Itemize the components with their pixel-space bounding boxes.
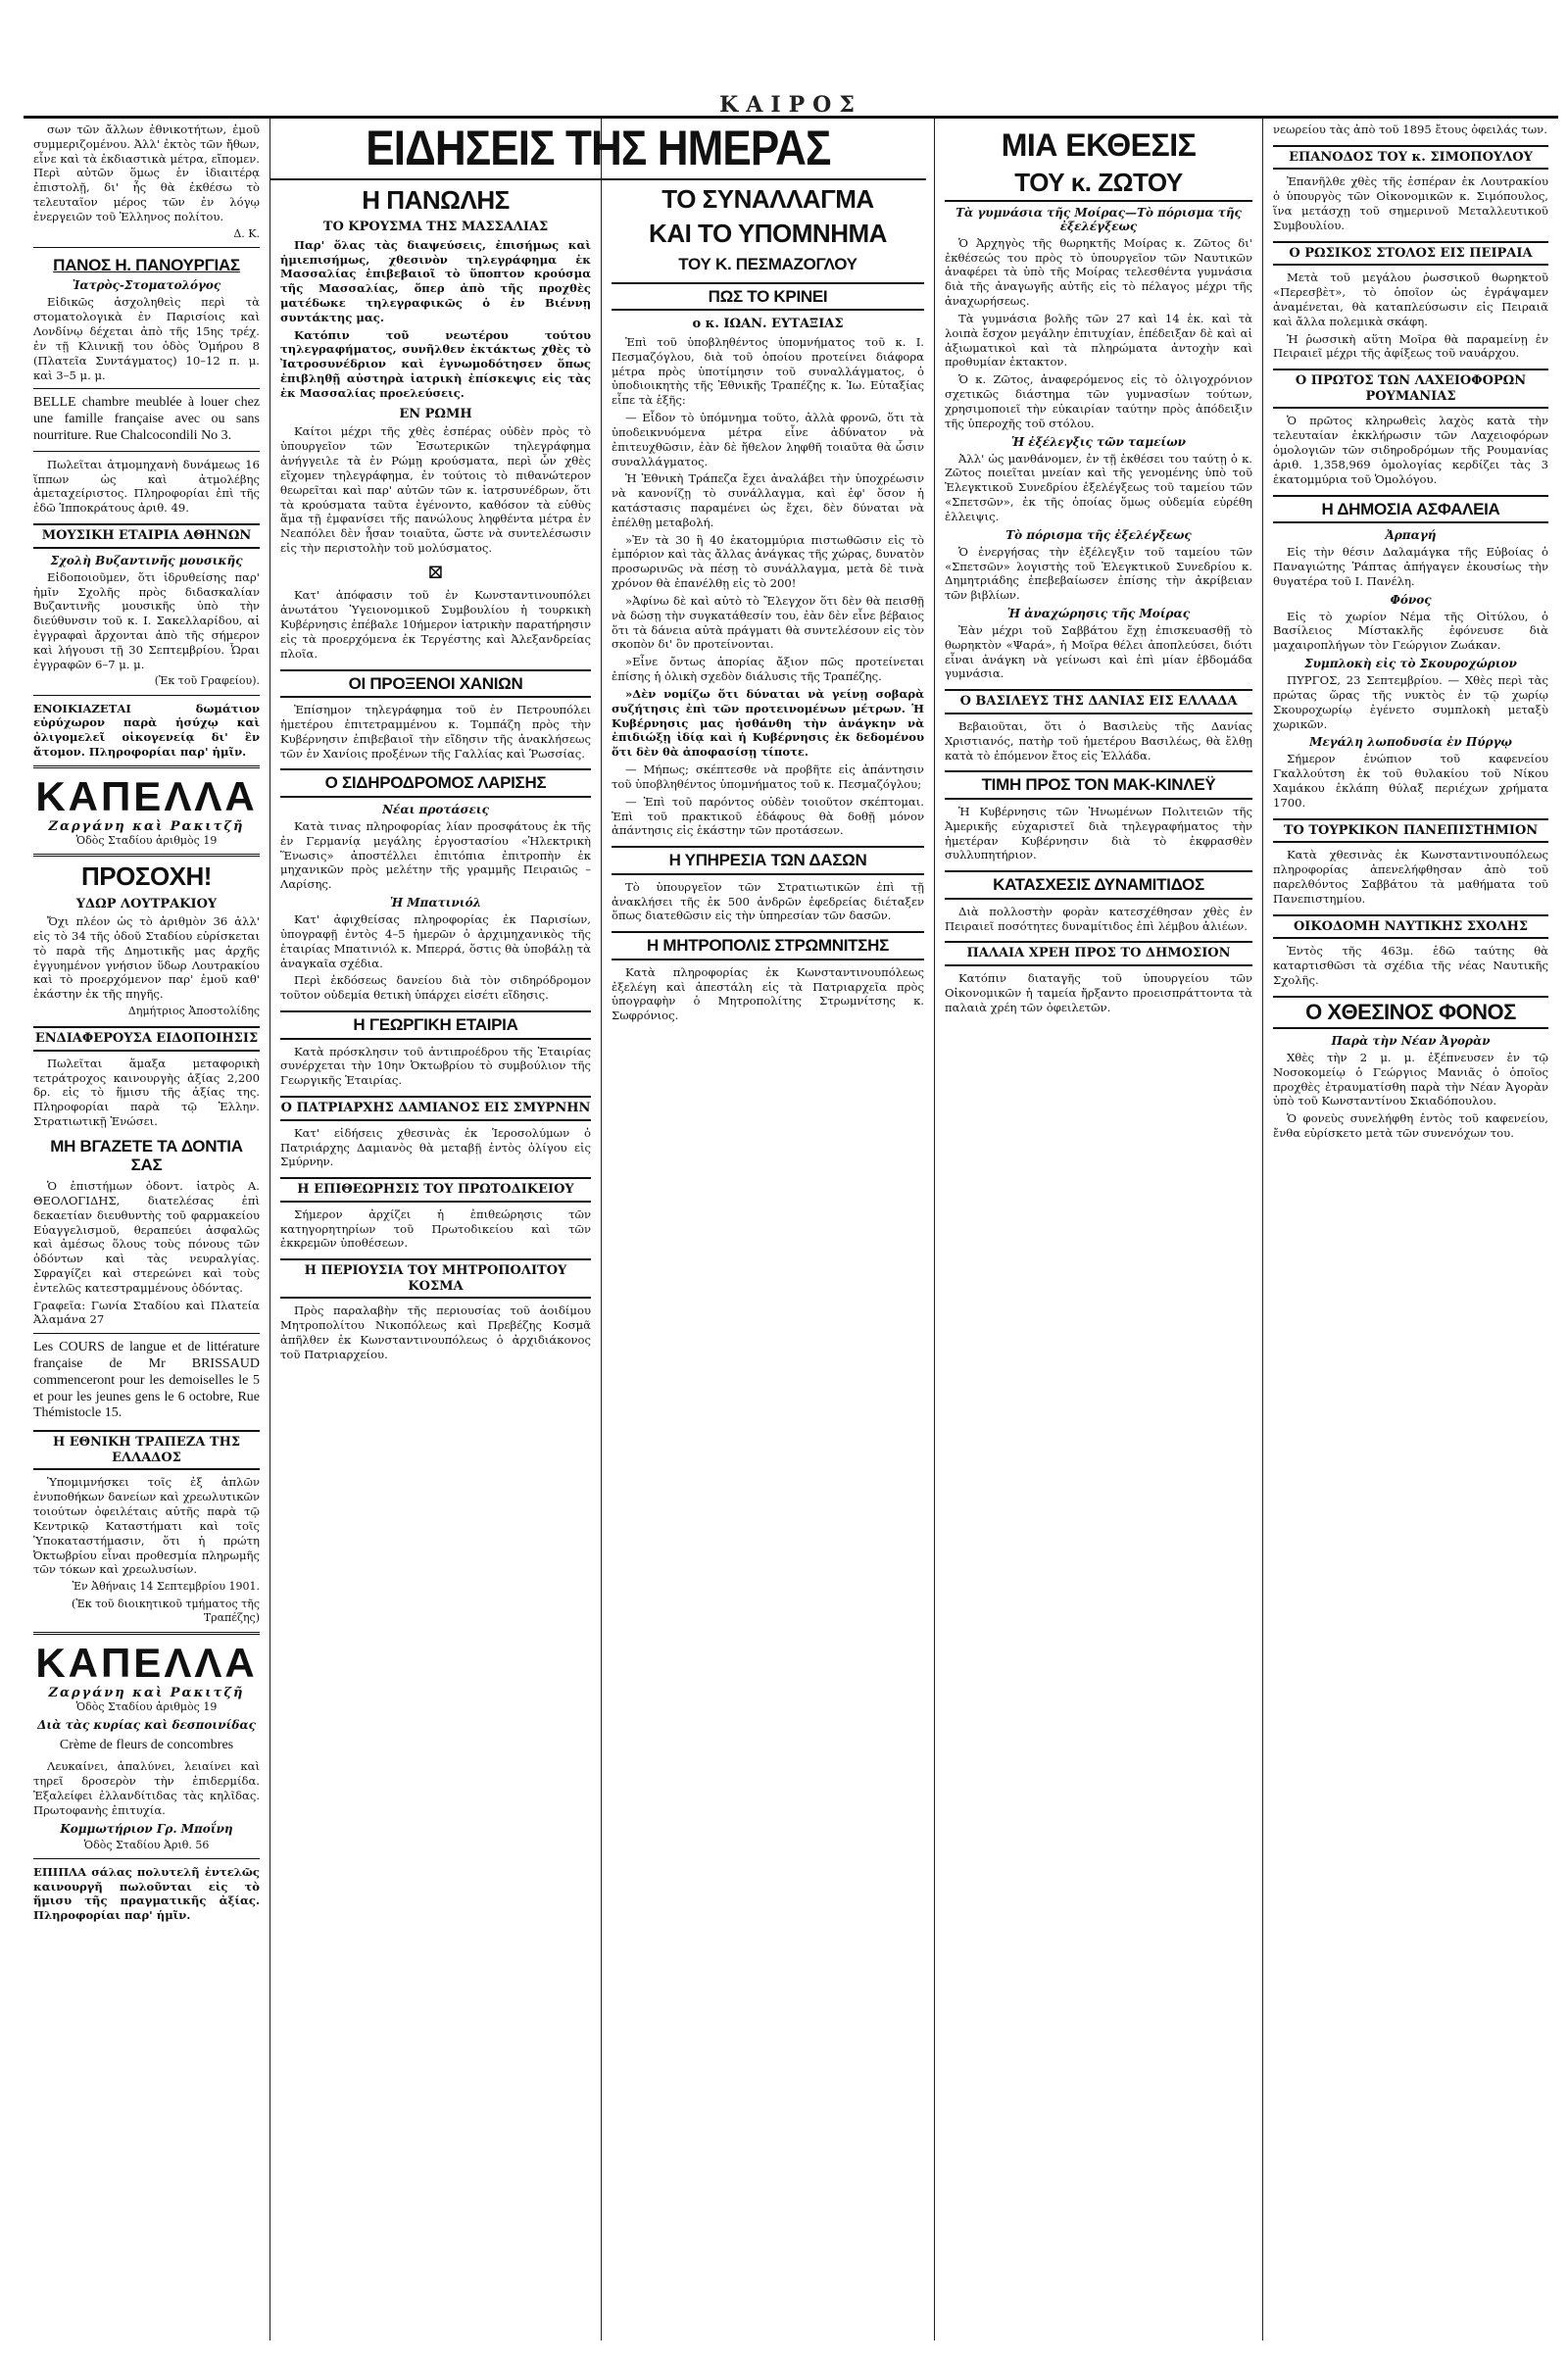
russian-fleet-text-2: Ἡ ῥωσσικὴ αὕτη Μοῖρα θὰ παραμείνῃ ἐν Πειραιεῖ μέχρι τῆς ἀφίξεως τοῦ ναυάρχου. bbox=[1273, 331, 1548, 361]
masthead: ΚΑΙΡΟΣ bbox=[719, 92, 862, 118]
kapella-ad-subtitle: Ζαργάνη καὶ Ρακιτζῆ bbox=[48, 818, 245, 834]
music-subtitle: Σχολὴ Βυζαντινῆς μουσικῆς bbox=[50, 553, 243, 567]
railway-text: Κατὰ τινας πληροφορίας λίαν προσφάτους ἐκ τῆς ἐν Γερμανίᾳ μεγάλης ἐργοστασίου «Ἡλεκτρικὴ Ἕνωσις» ἀποστέλλει ἐπιτόπια ἐπιτροπὴν ἐκ μηχανικῶν πρὸς μελέτην τῆς γραμμῆς Πειραιῶς – Λαρίσης. bbox=[280, 818, 591, 892]
theft-text: Σήμερον ἐνώπιον τοῦ καφενείου Γκαλλούτση ἐκ τοῦ θυλακίου τοῦ Νίκου Χαμάκου ἐκλάπη θύλαξ περιέχων χρήματα 1700. bbox=[1273, 752, 1548, 810]
audit-subtitle: Ἡ ἐξέλεγξις τῶν ταμείων bbox=[1011, 434, 1186, 449]
kapella-ad-subtitle-2: Ζαργάνη καὶ Ρακιτζῆ bbox=[48, 1685, 245, 1700]
exchange-text-3: Ἡ Ἐθνικὴ Τράπεζα ἔχει ἀναλάβει τὴν ὑποχρέωσιν νὰ κανονίζῃ τὸ συνάλλαγμα, καὶ ἐφ' ὅσον ἡ κατάστασις παραμένει ὡς ἔχει, δὲν δύναται νὰ ἐπέλθῃ μεταβολή. bbox=[612, 471, 924, 529]
rent-text: ΕΝΟΙΚΙΑΖΕΤΑΙ δωμάτιον εὐρύχωρον παρὰ ἡσύχῳ καὶ ὀλιγομελεῖ οἰκογενείᾳ δι' ἓν ἄτομον. Πληροφορίαι παρ' ἡμῖν. bbox=[33, 701, 260, 760]
exchange-text-4: »Ἐν τὰ 30 ἢ 40 ἑκατομμύρια πιστωθῶσιν εἰς τὸ ἐμπόριον καὶ τὰς ἄλλας ἀνάγκας τῆς χώρας, δυνατὸν προσωρινῶς νὰ πέσῃ τὸ συνάλλαγμα, μετὰ δὲ τινὰ χρόνον θὰ ἐπανέλθῃ εἰς τὸ 200! bbox=[612, 532, 924, 591]
university-text: Κατὰ χθεσινὰς ἐκ Κωνσταντινουπόλεως πληροφορίας ἀπενελήφθησαν ἀπὸ τοῦ παρελθόντος Σαββάτου τὰ μαθήματα τοῦ Πανεπιστημίου. bbox=[1273, 848, 1548, 906]
judgement-subtitle: ο κ. ΙΩΑΝ. ΕΥΤΑΞΙΑΣ bbox=[692, 317, 844, 332]
divider bbox=[33, 247, 260, 248]
loutraki-title: ΥΔΩΡ ΛΟΥΤΡΑΚΙΟΥ bbox=[75, 896, 218, 911]
divider bbox=[33, 695, 260, 696]
music-title: ΜΟΥΣΙΚΗ ΕΤΑΙΡΙΑ ΑΘΗΝΩΝ bbox=[33, 523, 260, 549]
batignolles-text: Κατ' ἀφιχθείσας πληροφορίας ἐκ Παρισίων, ὑπογραφῇ ἐντὸς 4–5 ἡμερῶν ὁ ἀρχιμηχανικὸς τῆς ἑταιρίας Μπατινιόλ κ. Μπερρά, ὅστις θὰ ὑποβάλῃ τὰ ἀναγκαῖα σχέδια. bbox=[280, 912, 591, 970]
divider bbox=[33, 765, 260, 768]
music-signature: (Ἐκ τοῦ Γραφείου). bbox=[154, 674, 260, 688]
exchange-text-1: Ἐπὶ τοῦ ὑποβληθέντος ὑπομνήματος τοῦ κ. Ι. Πεσμαζόγλου, διὰ τοῦ ὁποίου προτείνει διάφορα μέτρα πρὸς ὑποτίμησιν τοῦ συναλλάγματος, ὁ ὑποδιοικητὴς τῆς Ἐθνικῆς Τραπέζης κ. Ἰω. Εὐταξίας εἶπε τὰ ἑξῆς: bbox=[612, 334, 924, 408]
teeth-address: Γραφεῖα: Γωνία Σταδίου καὶ Πλατεία Ἀλαμάνα 27 bbox=[33, 1298, 260, 1327]
railway-subtitle: Νέαι προτάσεις bbox=[382, 802, 489, 816]
finding-text: Ὁ ἐνεργήσας τὴν ἐξέλεγξιν τοῦ ταμείου τῶν «Σπετσῶν» λογιστὴς τοῦ Ἐλεγκτικοῦ Συνεδρίου κ. Δημητριάδης ἐπεβεβαίωσεν ἐπίσης τὴν ἀκρίβειαν τῶν βιβλίων. bbox=[945, 544, 1252, 603]
forests-title: Η ΥΠΗΡΕΣΙΑ ΤΩΝ ΔΑΣΩΝ bbox=[612, 846, 924, 875]
danish-king-title: Ο ΒΑΣΙΛΕΥΣ ΤΗΣ ΔΑΝΙΑΣ ΕΙΣ ΕΛΛΑΔΑ bbox=[945, 689, 1252, 714]
furniture-text: ΕΠΙΠΛΑ σάλας πολυτελῆ ἐντελῶς καινουργῆ πωλοῦνται εἰς τὸ ἥμισυ τῆς πραγματικῆς ἀξίας. Πληροφορίαι παρ' ἡμῖν. bbox=[33, 1864, 260, 1923]
yesterday-murder-text-2: Ὁ φονεὺς συνελήφθη ἐντὸς τοῦ καφενείου, ἔνθα εὑρίσκετο μετὰ τῶν συνενόχων του. bbox=[1273, 1111, 1548, 1141]
agricultural-text: Κατὰ πρόσκλησιν τοῦ ἀντιπροέδρου τῆς Ἑταιρίας συνέρχεται τὴν 10ην Ὀκτωβρίου τὸ συμβούλιον τῆς Γεωργικῆς Ἑταιρίας. bbox=[280, 1044, 591, 1088]
patriarch-text: Κατ' εἰδήσεις χθεσινὰς ἐκ Ἱεροσολύμων ὁ Πατριάρχης Δαμιανὸς θὰ μεταβῇ ἐντὸς ὀλίγου εἰς Σμύρνην. bbox=[280, 1125, 591, 1169]
cross-mark: ⊠ bbox=[427, 559, 444, 583]
strumica-text: Κατὰ πληροφορίας ἐκ Κωνσταντινουπόλεως ἐξελέγη καὶ ἀπεστάλη εἰς τὰ Πατριαρχεῖα πρὸς ὑπογραφὴν ὁ Μητροπολίτης Στρωμνίτσης κ. Σωφρόνιος. bbox=[612, 964, 924, 1023]
yesterday-murder-subtitle: Παρὰ τὴν Νέαν Ἀγορὰν bbox=[1331, 1033, 1491, 1048]
column-1 bbox=[24, 119, 270, 2340]
bank-date: Ἐν Ἀθήναις 14 Σεπτεμβρίου 1901. bbox=[72, 1580, 260, 1594]
column-3 bbox=[602, 119, 935, 2340]
consuls-title: ΟΙ ΠΡΟΞΕΝΟΙ ΧΑΝΙΩΝ bbox=[280, 669, 591, 699]
column-4 bbox=[935, 119, 1263, 2340]
lottery-title: Ο ΠΡΩΤΟΣ ΤΩΝ ΛΑΧΕΙΟΦΟΡΩΝ ΡΟΥΜΑΝΙΑΣ bbox=[1273, 369, 1548, 409]
loutraki-signature: Δημήτριος Ἀποστολίδης bbox=[127, 1005, 260, 1018]
consuls-text: Ἐπίσημον τηλεγράφημα τοῦ ἐν Πετρουπόλει ἡμετέρου ἐπιτετραμμένου κ. Τομπάζη πρὸς τὴν Κυβέρνησιν ἐπιβεβαιοῖ τὴν εἴδησιν τῆς ἀνακλήσεως τῶν ἐν Χανίοις προξένων τῆς Γαλλίας καὶ Ῥωσσίας. bbox=[280, 703, 591, 761]
abduction-subtitle: Ἀρπαγή bbox=[1385, 528, 1437, 543]
plague-subtitle: ΤΟ ΚΡΟΥΣΜΑ ΤΗΣ ΜΑΣΣΑΛΙΑΣ bbox=[322, 220, 549, 235]
agricultural-title: Η ΓΕΩΡΓΙΚΗ ΕΤΑΙΡΙΑ bbox=[280, 1010, 591, 1040]
brawl-text: ΠΥΡΓΟΣ, 23 Σεπτεμβρίου. — Χθὲς περὶ τὰς πρώτας ὥρας τῆς νυκτὸς ἐν τῷ χωρίῳ Σκουροχωρίῳ ἐγένετο συμπλοκὴ μεταξὺ χωρικῶν. bbox=[1273, 673, 1548, 731]
report-subtitle: ΤΟΥ κ. ΖΩΤΟΥ bbox=[945, 169, 1252, 202]
simopoulos-title: ΕΠΑΝΟΔΟΣ ΤΟΥ κ. ΣΙΜΟΠΟΥΛΟΥ bbox=[1273, 145, 1548, 171]
divider bbox=[33, 854, 260, 857]
kapella-ad-title: ΚΑΠΕΛΛΑ bbox=[35, 772, 258, 819]
bank-text: Ὑπομιμνήσκει τοῖς ἐξ ἀπλῶν ἐνυποθήκων δανείων καὶ χρεωλυτικῶν τοιούτων ὀφειλέταις αὐτῆς παρὰ τῷ Κεντρικῷ Καταστήματι καὶ τοῖς Ὑποκαταστήμασιν, ὅτι ἡ πρώτη Ὀκτωβρίου εἶναι προθεσμία πληρωμῆς τῶν τόκων καὶ χρεωλυσίων. bbox=[33, 1475, 260, 1577]
railway-title: Ο ΣΙΔΗΡΟΔΡΟΜΟΣ ΛΑΡΙΣΗΣ bbox=[280, 768, 591, 798]
public-safety-title: Η ΔΗΜΟΣΙΑ ΑΣΦΑΛΕΙΑ bbox=[1273, 495, 1548, 524]
kapella-ad-address-2: Ὁδὸς Σταδίου ἀριθμὸς 19 bbox=[75, 1699, 218, 1713]
simopoulos-text: Ἐπανῆλθε χθὲς τῆς ἑσπέραν ἐκ Λουτρακίου ὁ ὑπουργὸς τῶν Οἰκονομικῶν κ. Σιμόπουλος, ἵνα μετάσχῃ τοῦ σημερινοῦ Μεταλλευτικοῦ Συμβουλίου. bbox=[1273, 174, 1548, 232]
metropolitan-title: Η ΠΕΡΙΟΥΣΙΑ ΤΟΥ ΜΗΤΡΟΠΟΛΙΤΟΥ ΚΟΣΜΑ bbox=[280, 1258, 591, 1299]
ladies-french: Crème de fleurs de concombres bbox=[59, 1737, 234, 1752]
naval-school-title: ΟΙΚΟΔΟΜΗ ΝΑΥΤΙΚΗΣ ΣΧΟΛΗΣ bbox=[1273, 914, 1548, 940]
intro-signature: Δ. Κ. bbox=[233, 226, 260, 240]
teeth-text: Ὁ ἐπιστήμων ὀδοντ. ἰατρὸς Α. ΘΕΟΛΟΓΙΔΗΣ, διατελέσας ἐπὶ δεκαετίαν διευθυντὴς τοῦ φαρμακείου Εὐαγγελισμοῦ, θεραπεύει ἀσφαλῶς καὶ ἀμέσως ὅλους τοὺς πόνους τῶν ὀδόντων καὶ τὰς νευραλγίας. Σφραγίζει καὶ στερεώνει καὶ τοὺς ἐντελῶς κατεστραμμένους ὀδόντας. bbox=[33, 1179, 260, 1295]
quarantine-text: Κατ' ἀπόφασιν τοῦ ἐν Κωνσταντινουπόλει ἀνωτάτου Ὑγειονομικοῦ Συμβουλίου ἡ τουρκικὴ Κυβέρνησις ἐπέβαλε 10ήμερον ἰατρικὴν παρατήρησιν εἰς τὰ προερχόμενα ἐκ Τεργέστης καὶ Ἀλεξανδρείας πλοῖα. bbox=[280, 588, 591, 661]
old-debts-text: Κατόπιν διαταγῆς τοῦ ὑπουργείου τῶν Οἰκονομικῶν ἡ ταμεία ἤρξαντο προεισπράττοντα τὰ παλαιὰ χρέη τῶν ὀφειλετῶν. bbox=[945, 971, 1252, 1014]
mckinley-text: Ἡ Κυβέρνησις τῶν Ἡνωμένων Πολιτειῶν τῆς Ἀμερικῆς εὐχαριστεῖ διὰ τηλεγραφήματος τὴν ἡμετέραν Κυβέρνησιν διὰ τὸ ἐκφρασθὲν συλλυπητήριον. bbox=[945, 804, 1252, 862]
divider bbox=[33, 1333, 260, 1334]
interesting-title: ΕΝΔΙΑΦΕΡΟΥΣΑ ΕΙΔΟΠΟΙΗΣΙΣ bbox=[33, 1026, 260, 1052]
audit-text: Ἀλλ' ὡς μανθάνομεν, ἐν τῇ ἐκθέσει του ταύτῃ ὁ κ. Ζῶτος ποιεῖται μνείαν καὶ τῆς γενομένης ὑπὸ τοῦ Ἐλεγκτικοῦ Συνεδρίου ἐξελέγξεως τοῦ ταμείου τῶν «Σπετσῶν», ἐκ τῆς ὁποίας ὅμως οὐδεμία εὑρέθη ἐλλειψις. bbox=[945, 451, 1252, 523]
departure-subtitle: Ἡ ἀναχώρησις τῆς Μοίρας bbox=[1006, 607, 1191, 620]
patriarch-title: Ο ΠΑΤΡΙΑΡΧΗΣ ΔΑΜΙΑΝΟΣ ΕΙΣ ΣΜΥΡΝΗΝ bbox=[280, 1096, 591, 1121]
sale-text: Πωλεῖται ἀτμομηχανὴ δυνάμεως 16 ἵππων ὡς καὶ ἀτμολέβης ἀμεταχείριστος. Πληροφορίαι ἐπὶ τῆς ἐδῶ Ἱπποκράτους ἀριθ. 49. bbox=[33, 457, 260, 516]
exchange-text-8: — Μήπως; σκέπτεσθε νὰ προβῆτε εἰς ἀπάντησιν τοῦ ὑποβληθέντος ὑπομνήματος τοῦ κ. Πεσμαζόγλου; bbox=[612, 763, 924, 791]
strumica-title: Η ΜΗΤΡΟΠΟΛΙΣ ΣΤΡΩΜΝΙΤΣΗΣ bbox=[612, 931, 924, 960]
bank-signature: (Ἐκ τοῦ διοικητικοῦ τμήματος τῆς Τραπέζης) bbox=[72, 1598, 260, 1625]
columns bbox=[24, 116, 1558, 2340]
theft-subtitle: Μεγάλη λωποδυσία ἐν Πύργῳ bbox=[1309, 735, 1512, 750]
attention-title: ΠΡΟΣΟΧΗ! bbox=[81, 861, 212, 891]
old-debts-title: ΠΑΛΑΙΑ ΧΡΕΗ ΠΡΟΣ ΤΟ ΔΗΜΟΣΙΟΝ bbox=[945, 941, 1252, 966]
yesterday-murder-title: Ο ΧΘΕΣΙΝΟΣ ΦΟΝΟΣ bbox=[1273, 996, 1548, 1029]
exchange-text-2: — Εἶδον τὸ ὑπόμνημα τοῦτο, ἀλλὰ φρονῶ, ὅτι τὰ ὑποδεικνυόμενα μέτρα εἶνε ἀδύνατον νὰ ἐπιτευχθῶσιν, ἐὰν δὲ ἤθελον ληφθῆ τοιαῦτα θὰ ὦσιν συναλλάγματος. bbox=[612, 411, 924, 468]
news-banner: ΕΙΔΗΣΕΙΣ ΤΗΣ ΗΜΕΡΑΣ bbox=[270, 123, 926, 180]
drills-text-3: Ὁ κ. Ζῶτος, ἀναφερόμενος εἰς τὸ ὀλιγοχρόνιον σχετικῶς διάστημα τῶν γυμνασίων τούτων, χρησιμοποιεῖ τὴν εὐκαιρίαν ταύτην πρὸς ἀπόδειξιν τῆς ὑπεροχῆς τοῦ στόλου. bbox=[945, 372, 1252, 430]
ladies-signature: Κομμωτήριον Γρ. Μποΐνη bbox=[60, 1821, 233, 1836]
plague-title: Η ΠΑΝΩΛΗΣ bbox=[362, 184, 510, 215]
rome-subtitle: ΕΝ ΡΩΜΗ bbox=[399, 406, 472, 421]
brawl-subtitle: Συμπλοκὴ εἰς τὸ Σκουροχώριον bbox=[1304, 657, 1517, 671]
french-courses-ad: Les COURS de langue et de littérature française de Mr BRISSAUD commenceront pour les demoiselles le 5 et pour les jeunes gens le 6 octobre, Rue Thémistocle 15. bbox=[33, 1340, 260, 1421]
murder-subtitle: Φόνος bbox=[1390, 592, 1432, 607]
exchange-text-9: — Ἐπὶ τοῦ παρόντος οὐδὲν τοιοῦτον σκέπτομαι. Ἐπὶ τοῦ πρακτικοῦ ἐδάφους θὰ δοθῇ μόνον ἀπάντησις εἰς ἑκάστην τῶν προτάσεων. bbox=[612, 794, 924, 838]
russian-fleet-text: Μετὰ τοῦ μεγάλου ῥωσσικοῦ θωρηκτοῦ «Περεσβὲτ», τὸ ὁποῖον ὡς ἐγράψαμεν ἀναμένεται, θὰ καταπλεύσωσιν εἰς Πειραιᾶ καὶ ἄλλα πολεμικὰ σκάφη. bbox=[1273, 271, 1548, 328]
music-text: Εἰδοποιοῦμεν, ὅτι ἱδρυθείσης παρ' ἡμῖν Σχολῆς πρὸς διδασκαλίαν Βυζαντινῆς μουσικῆς ὑπὸ τὴν διεύθυνσιν τοῦ κ. Ι. Σακελλαρίδου, αἱ ἐγγραφαὶ ἄρχονται ἀπὸ τῆς σήμερον καὶ λήγουσι τῇ 30 Σεπτεμβρίου. Ὧραι ἐγγραφῶν 6–7 μ. μ. bbox=[33, 569, 260, 671]
drills-text-2: Τὰ γυμνάσια βολῆς τῶν 27 καὶ 14 ἑκ. καὶ τὰ λοιπὰ ἔσχον μεγάλην ἐπιτυχίαν, ἐπέδειξαν δὲ καὶ αἱ ἀξιωματικοὶ καὶ τὰ πληρώματα ἀντοχὴν καὶ προθυμίαν ἐκτακτον. bbox=[945, 311, 1252, 369]
drills-subtitle: Τὰ γυμνάσια τῆς Μοίρας—Τὸ πόρισμα τῆς ἐξελέγξεως bbox=[956, 205, 1242, 233]
bank-title: Η ΕΘΝΙΚΗ ΤΡΑΠΕΖΑ ΤΗΣ ΕΛΛΑΔΟΣ bbox=[33, 1430, 260, 1470]
exchange-subtitle: ΚΑΙ ΤΟ ΥΠΟΜΝΗΜΑ bbox=[649, 218, 887, 248]
column-5 bbox=[1263, 119, 1558, 2340]
exchange-subtitle-2: ΤΟΥ Κ. ΠΕΣΜΑΖΟΓΛΟΥ bbox=[678, 255, 858, 274]
divider bbox=[33, 388, 260, 389]
mckinley-title: ΤΙΜΗ ΠΡΟΣ ΤΟΝ ΜΑΚ-ΚΙΝΛΕΫ bbox=[945, 770, 1252, 800]
yesterday-murder-text: Χθὲς τὴν 2 μ. μ. ἐξέπνευσεν ἐν τῷ Νοσοκομείῳ ὁ Γεώργιος Μανιᾶς ὁ ὁποῖος προχθὲς ἐτραυματίσθη παρὰ τὴν Νέαν Ἀγορὰν ὑπὸ τοῦ Κωνσταντίνου Σκιαδόπουλου. bbox=[1273, 1050, 1548, 1108]
murder-text: Εἰς τὸ χωρίον Νέμα τῆς Οἰτύλου, ὁ Βασίλειος Μίστακλῆς ἐφόνευσε διὰ μαχαιροπλήγων τὸν Γεώργιον Ζωάκαν. bbox=[1273, 609, 1548, 653]
dynamite-title: ΚΑΤΑΣΧΕΣΙΣ ΔΥΝΑΜΙΤΙΔΟΣ bbox=[945, 870, 1252, 900]
university-title: ΤΟ ΤΟΥΡΚΙΚΟΝ ΠΑΝΕΠΙΣΤΗΜΙΟΝ bbox=[1273, 818, 1548, 844]
metropolitan-text: Πρὸς παραλαβὴν τῆς περιουσίας τοῦ ἀοιδίμου Μητροπολίτου Νικοπόλεως καὶ Πρεβέζης Κοσμᾶ ἀπῆλθεν ἐκ Κωνσταντινουπόλεως ὁ ἀρχιδιάκονος τοῦ Πατριαρχείου. bbox=[280, 1304, 591, 1361]
judgement-title: ΠΩΣ ΤΟ ΚΡΙΝΕΙ bbox=[612, 282, 924, 312]
ladies-text: Λευκαίνει, ἁπαλύνει, λειαίνει καὶ τηρεῖ δροσερὸν τὴν ἐπιδερμίδα. Ἐξαλείφει ἐλλανδίτιδας τὰς κηλῖδας. Πρωτοφανὴς ἐπιτυχία. bbox=[33, 1759, 260, 1817]
danish-king-text: Βεβαιοῦται, ὅτι ὁ Βασιλεὺς τῆς Δανίας Χριστιανός, πατὴρ τοῦ ἡμετέρου Βασιλέως, θὰ ἔλθῃ κατὰ τὸ ἐπόμενον ἔτος εἰς Ἑλλάδα. bbox=[945, 718, 1252, 763]
abduction-text: Εἰς τὴν θέσιν Δαλαμάγκα τῆς Εὐβοίας ὁ Παναγιώτης Ῥάπτας ἀπήγαγεν ἐκουσίως τὴν θυγατέρα τοῦ Ι. Πανέλη. bbox=[1273, 545, 1548, 588]
top-text: νεωρείου τὰς ἀπὸ τοῦ 1895 ἔτους ὀφειλάς των. bbox=[1273, 123, 1547, 136]
naval-school-text: Ἐντὸς τῆς 463μ. ἑδῶ ταύτης θὰ καταρτισθῶσι τὰ σχέδια τῆς νέας Ναυτικῆς Σχολῆς. bbox=[1273, 944, 1548, 987]
batignolles-subtitle: Ἡ Μπατινιόλ bbox=[389, 896, 482, 910]
exchange-text-5: »Ἀφίνω δὲ καὶ αὐτὸ τὸ Ἔλεγχον ὅτι δὲν θὰ πεισθῇ νὰ δώσῃ τὴν συγκατάθεσίν του, ἐὰν δὲν εἶνε βέβαιος ὅτι τὰ δάνεια αὐτὰ πράγματι θὰ συντελέσουν εἰς τὸν σκοπὸν δι' ὃν προτείνονται. bbox=[612, 593, 924, 652]
doctor-text: Εἰδικῶς ἀσχοληθεὶς περὶ τὰ στοματολογικὰ ἐν Παρισίοις καὶ Λονδίνῳ δέχεται ἀπὸ τῆς 15ης τρέχ. ἐν τῇ Κλινικῇ του ὁδὸς Ὁμήρου 8 (Πλατεῖα Συντάγματος) 10–12 π. μ. καὶ 3–5 μ. μ. bbox=[33, 295, 260, 382]
forests-text: Τὸ ὑπουργεῖον τῶν Στρατιωτικῶν ἐπὶ τῇ ἀνακλήσει τῆς ἐκ 500 ἀνδρῶν ἐφεδρείας διέταξεν ὅπως διατεθῶσιν εἰς τὴν ὑπηρεσίαν τῶν δασῶν. bbox=[612, 879, 924, 923]
intro-text: σων τῶν ἄλλων ἐθνικοτήτων, ἐμοῦ συμμεριζομένου. Ἀλλ' ἐκτὸς τῶν ἤθων, εἶνε καὶ τὰ ἐκδιαστικὰ μέτρα, εἴπομεν. Περὶ αὐτῶν ὅμως ἐν ἰδιαιτέρᾳ ἐπιστολῇ, δι' ἧς θὰ ἐκθέσω τὸ τελευταῖον μέρος τῶν ἐν λόγῳ ἐνεργειῶν τοῦ Ἑλληνος πολίτου. bbox=[33, 123, 260, 223]
russian-fleet-title: Ο ΡΩΣΙΚΟΣ ΣΤΟΛΟΣ ΕΙΣ ΠΕΙΡΑΙΑ bbox=[1273, 241, 1548, 267]
doctor-title: ΠΑΝΟΣ Η. ΠΑΝΟΥΡΓΙΑΣ bbox=[53, 255, 240, 274]
court-text: Σήμερον ἀρχίζει ἡ ἐπιθεώρησις τῶν κατηγορητηρίων τοῦ Πρωτοδικείου καὶ τῶν ἐκκρεμῶν ὑποθέσεων. bbox=[280, 1206, 591, 1251]
exchange-text-6: »Εἶνε ὄντως ἀπορίας ἄξιον πῶς προτείνεται ἐπίσης ἡ ὁλικὴ σχεδὸν διάλυσις τῆς Τραπέζης. bbox=[612, 655, 924, 684]
dynamite-text: Διὰ πολλοστὴν φορὰν κατεσχέθησαν χθὲς ἐν Πειραιεῖ ποσότητες δυναμίτιδος ἐπὶ λέμβου ἁλιέων. bbox=[945, 904, 1252, 933]
rome-text: Καίτοι μέχρι τῆς χθὲς ἑσπέρας οὐδὲν πρὸς τὸ ὑπουργεῖον τῶν Ἐσωτερικῶν τηλεγράφημα ἀνήγγειλε τὰ ἐν Ρώμῃ κρούσματα, περὶ ὧν χθὲς εἴχομεν τηλεγράφημα, ἐν τούτοις τὸ πιθανώτερον θεωρεῖται καὶ παρ' αὐτῶν τῶν κ. ἰατρσυνέδρων, ὅτι τὰ κρούσματα ταῦτα ἐγένοντο, καθόσον τὰ εὐθὺς ἅμα τῇ ἐμφανίσει τῆς πανώλους ληφθέντα μέτρα ἐν Νεαπόλει δὲν ἦσαν τοιαῦτα, ὥστε νὰ συντελέσωσιν εἰς τὴν περιστολὴν τοῦ μολύσματος. bbox=[280, 424, 591, 556]
kapella-ad-address: Ὁδὸς Σταδίου ἀριθμὸς 19 bbox=[75, 833, 218, 847]
ladies-address: Ὁδὸς Σταδίου Ἀριθ. 56 bbox=[83, 1838, 210, 1851]
report-title: ΜΙΑ ΕΚΘΕΣΙΣ bbox=[1001, 127, 1197, 163]
exchange-title: ΤΟ ΣΥΝΑΛΛΑΓΜΑ bbox=[662, 184, 874, 214]
kapella-ad-title-2: ΚΑΠΕΛΛΑ bbox=[35, 1639, 258, 1686]
divider bbox=[33, 451, 260, 452]
french-room-ad: BELLE chambre meublée à louer chez une famille française avec ou sans nourriture. Rue Chalcocondili No 3. bbox=[33, 395, 260, 443]
divider bbox=[33, 1632, 260, 1635]
ladies-title: Διὰ τὰς κυρίας καὶ δεσποινίδας bbox=[37, 1717, 256, 1732]
teeth-title: ΜΗ ΒΓΑΖΕΤΕ ΤΑ ΔΟΝΤΙΑ ΣΑΣ bbox=[50, 1136, 243, 1175]
interesting-text: Πωλεῖται ἅμαξα μεταφορικὴ τετράτροχος καινουργὴς ἀξίας 2,200 δρ. εἰς τὸ ἥμισυ τῆς ἀξίας της. Πληροφορίαι παρὰ τῷ Ἑλλην. Στρατιωτικῇ Ἑνώσει. bbox=[33, 1056, 260, 1129]
plague-text-2: Κατόπιν τοῦ νεωτέρου τούτου τηλεγραφήματος, συνῆλθεν ἐκτάκτως χθὲς τὸ Ἰατροσυνέδριον καὶ ἐγνωμοδότησεν ὅπως ἐπιβληθῇ αὐστηρὰ ἰατρικὴ ἐπίσκεψις εἰς τὰς ἐκ Μασσαλίας προελεύσεις. bbox=[280, 327, 591, 400]
loutraki-text: Ὄχι πλέον ὡς τὸ ἀριθμὸν 36 ἀλλ' εἰς τὸ 34 τῆς ὁδοῦ Σταδίου εὑρίσκεται τὸ παρὰ τῆς Δημοτικῆς μας ἀρχῆς ἐγγυημένον γνήσιον ὕδωρ Λουτρακίου καὶ τὸ προερχόμενον παρ' ἐμοῦ καθ' ἑκάστην ἐκ τῆς πηγῆς. bbox=[33, 914, 260, 1002]
lottery-text: Ὁ πρῶτος κληρωθεὶς λαχὸς κατὰ τὴν τελευταίαν ἐκκλήρωσιν τῶν Λαχειοφόρων ὁμολογιῶν τῶν σιδηροδρόμων τῆς Ρουμανίας ἀριθ. 1,358,969 ὁμολογίας κερδίζει τὰς 3 ἑκατομμύρια τοῦ Ὁμολόγου. bbox=[1273, 414, 1548, 486]
plague-text-1: Παρ' ὅλας τὰς διαψεύσεις, ἐπισήμως καὶ ἡμιεπισήμως, χθεσινὸν τηλεγράφημα ἐκ Μασσαλίας ἐπιβεβαιοῖ τὸ ὕποπτον κρούσμα τῆς Μασσαλίας, ὅπερ ἀπὸ τῆς προχθὲς ματέδωκε τηλεγραφικῶς ὁ ἐν Βιέννῃ συντάκτης μας. bbox=[280, 237, 591, 324]
doctor-subtitle: Ἰατρὸς-Στοματολόγος bbox=[72, 278, 221, 293]
batignolles-text-2: Περὶ ἐκδόσεως δανείου διὰ τὸν σιδηρόδρομον τοῦτον οὐδεμία θετικὴ ὑπάρχει εἰσέτι εἴδησις. bbox=[280, 973, 591, 1003]
finding-subtitle: Τὸ πόρισμα τῆς ἐξελέγξεως bbox=[1005, 527, 1192, 542]
drills-text-1: Ὁ Ἀρχηγὸς τῆς θωρηκτῆς Μοίρας κ. Ζῶτος δι' ἐκθέσεώς του πρὸς τὸ ὑπουργεῖον τῶν Ναυτικῶν ἀναφέρει τὰ ὑπὸ τῆς Μοίρας τελεσθέντα γυμνάσια διὰ τῆς ἀναγωγῆς αὐτῆς εἰς τὸ πέλαγος μέχρι τῆς ἀναχωρήσεως. bbox=[945, 235, 1252, 309]
exchange-text-7: »Δὲν νομίζω ὅτι δύναται νὰ γείνῃ σοβαρὰ συζήτησις ἐπὶ τῶν προτεινομένων μέτρων. Ἡ Κυβέρνησις μας ἠσθάνθη τὴν ἀνάγκην νὰ ἐπιδιώξῃ ἰδίᾳ καὶ ἡ Κυβέρνησις ἐκ δεδομένου ὅτι δὲν θὰ ἀποφασίσῃ τίποτε. bbox=[612, 686, 924, 760]
divider bbox=[33, 1858, 260, 1859]
departure-text: Ἐὰν μέχρι τοῦ Σαββάτου ἔχῃ ἐπισκευασθῇ τὸ θωρηκτὸν «Ψαρά», ἡ Μοῖρα θέλει ἀποπλεύσει, διότι εἶναι ἀνάγκη νὰ γείνωσι καὶ ἐπὶ μίαν ἑβδομάδα γυμνάσια. bbox=[945, 623, 1252, 681]
court-title: Η ΕΠΙΘΕΩΡΗΣΙΣ ΤΟΥ ΠΡΩΤΟΔΙΚΕΙΟΥ bbox=[280, 1177, 591, 1203]
